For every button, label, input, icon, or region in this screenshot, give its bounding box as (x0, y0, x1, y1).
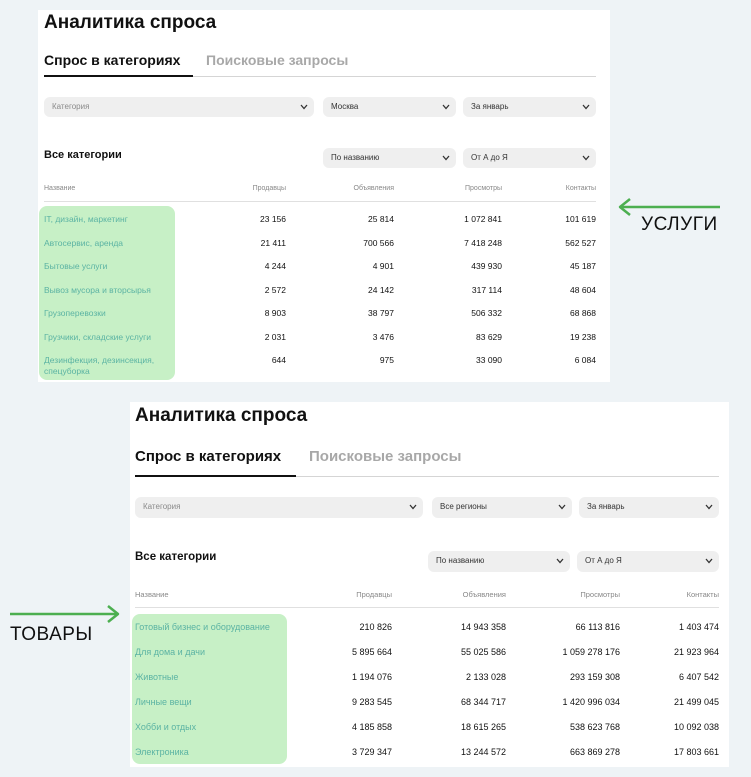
sellers-value: 9 283 545 (351, 697, 392, 707)
region-select[interactable] (323, 97, 456, 117)
category-link[interactable]: Хобби и отдых (135, 722, 197, 732)
chevron-down-icon (409, 504, 417, 510)
chevron-down-icon (442, 104, 450, 110)
category-select-label: Категория (52, 102, 90, 111)
ads-value: 4 901 (372, 261, 394, 271)
views-value: 33 090 (476, 355, 502, 365)
category-link[interactable]: Готовый бизнес и оборудование (135, 622, 270, 632)
sort-by-select[interactable] (323, 148, 456, 168)
region-select-label: Москва (331, 102, 359, 111)
column-header-contacts[interactable]: Контакты (686, 590, 719, 599)
period-select-label: За январь (587, 502, 625, 511)
sellers-value: 8 903 (264, 308, 286, 318)
ads-value: 18 615 265 (460, 722, 506, 732)
category-link[interactable]: Грузчики, складские услуги (44, 332, 151, 342)
page-title: Аналитика спроса (135, 405, 308, 426)
category-link[interactable]: Животные (135, 672, 179, 682)
goods-categories-highlight (132, 614, 287, 764)
goods-annotation: ТОВАРЫ (10, 624, 93, 645)
views-value: 506 332 (471, 308, 502, 318)
sellers-value: 210 826 (359, 622, 392, 632)
sort-by-label: По названию (436, 556, 485, 565)
sellers-value: 2 031 (264, 332, 286, 342)
ads-value: 25 814 (368, 214, 394, 224)
category-link[interactable]: Вывоз мусора и вторсырья (44, 285, 151, 295)
ads-value: 700 566 (363, 238, 394, 248)
category-link-line1: Дезинфекция, дезинсекция, (44, 355, 155, 365)
column-header-ads[interactable]: Объявления (353, 185, 394, 192)
category-link[interactable]: Автосервис, аренда (44, 238, 124, 248)
chevron-down-icon (705, 504, 713, 510)
contacts-value: 17 803 661 (673, 747, 719, 757)
sort-order-select[interactable] (463, 148, 596, 168)
column-header-ads[interactable]: Объявления (462, 590, 506, 599)
chevron-down-icon (558, 504, 566, 510)
ads-value: 2 133 028 (465, 672, 506, 682)
contacts-value: 1 403 474 (678, 622, 719, 632)
views-value: 1 059 278 176 (562, 647, 620, 657)
chevron-down-icon (582, 104, 590, 110)
sort-by-label: По названию (331, 153, 380, 162)
section-title: Все категории (135, 551, 217, 563)
contacts-value: 6 084 (574, 355, 596, 365)
header-divider (44, 201, 596, 202)
views-value: 293 159 308 (569, 672, 620, 682)
contacts-value: 6 407 542 (678, 672, 719, 682)
column-header-views[interactable]: Просмотры (580, 590, 620, 599)
category-link[interactable] (44, 355, 154, 377)
sort-order-label: От А до Я (471, 153, 508, 162)
views-value: 83 629 (476, 332, 502, 342)
contacts-value: 48 604 (570, 285, 596, 295)
tab-search-queries[interactable]: Поисковые запросы (206, 52, 349, 68)
category-link[interactable]: Бытовые услуги (44, 261, 108, 271)
category-link[interactable]: Грузоперевозки (44, 308, 106, 318)
sellers-value: 644 (271, 355, 286, 365)
active-tab-underline (44, 75, 193, 77)
chevron-down-icon (582, 155, 590, 161)
tab-demand-categories[interactable]: Спрос в категориях (135, 448, 282, 465)
sellers-value: 2 572 (264, 285, 286, 295)
period-select[interactable] (463, 97, 596, 117)
sellers-value: 5 895 664 (351, 647, 392, 657)
goods-analytics-panel (130, 402, 729, 767)
column-header-name[interactable]: Название (135, 590, 169, 599)
ads-value: 3 476 (372, 332, 394, 342)
ads-value: 68 344 717 (460, 697, 506, 707)
category-select[interactable] (44, 97, 314, 117)
views-value: 439 930 (471, 261, 502, 271)
region-select-label: Все регионы (440, 502, 487, 511)
active-tab-underline (135, 475, 296, 477)
sellers-value: 4 185 858 (351, 722, 392, 732)
header-divider (135, 607, 719, 608)
views-value: 317 114 (471, 285, 502, 295)
chevron-down-icon (705, 558, 713, 564)
column-header-sellers[interactable]: Продавцы (356, 590, 392, 599)
chevron-down-icon (300, 104, 308, 110)
contacts-value: 101 619 (565, 214, 596, 224)
views-value: 1 072 841 (464, 214, 502, 224)
category-select[interactable] (135, 497, 423, 518)
column-header-contacts[interactable]: Контакты (565, 185, 596, 192)
period-select-label: За январь (471, 102, 509, 111)
tab-demand-categories[interactable]: Спрос в категориях (44, 52, 181, 68)
category-link-line2: спецуборка (44, 366, 90, 376)
views-value: 663 869 278 (569, 747, 620, 757)
column-header-sellers[interactable]: Продавцы (252, 185, 286, 192)
sort-order-select[interactable] (577, 551, 719, 572)
contacts-value: 21 923 964 (673, 647, 719, 657)
services-annotation: УСЛУГИ (641, 214, 718, 235)
contacts-value: 562 527 (565, 238, 596, 248)
views-value: 66 113 816 (575, 622, 620, 632)
services-analytics-panel (38, 10, 610, 382)
sort-by-select[interactable] (428, 551, 570, 572)
sellers-value: 4 244 (264, 261, 286, 271)
category-link[interactable]: Для дома и дачи (135, 647, 205, 657)
ads-value: 13 244 572 (460, 747, 506, 757)
sellers-value: 1 194 076 (351, 672, 392, 682)
ads-value: 975 (379, 355, 394, 365)
period-select[interactable] (579, 497, 719, 518)
contacts-value: 21 499 045 (673, 697, 719, 707)
category-link[interactable]: IT, дизайн, маркетинг (44, 214, 128, 224)
region-select[interactable] (432, 497, 572, 518)
section-title: Все категории (44, 149, 122, 161)
sellers-value: 21 411 (260, 238, 286, 248)
views-value: 538 623 768 (569, 722, 620, 732)
page-title: Аналитика спроса (44, 12, 217, 33)
column-header-name[interactable]: Название (44, 185, 76, 192)
views-value: 7 418 248 (464, 238, 502, 248)
views-value: 1 420 996 034 (562, 697, 620, 707)
chevron-down-icon (442, 155, 450, 161)
chevron-down-icon (556, 558, 564, 564)
category-link[interactable]: Личные вещи (135, 697, 192, 707)
category-link[interactable]: Электроника (135, 747, 189, 757)
sort-order-label: От А до Я (585, 556, 622, 565)
ads-value: 38 797 (368, 308, 394, 318)
right-arrow-icon (8, 603, 122, 625)
tab-search-queries[interactable]: Поисковые запросы (309, 448, 462, 465)
contacts-value: 68 868 (570, 308, 596, 318)
ads-value: 14 943 358 (460, 622, 506, 632)
sellers-value: 3 729 347 (351, 747, 392, 757)
column-header-views[interactable]: Просмотры (465, 185, 502, 192)
contacts-value: 19 238 (570, 332, 596, 342)
ads-value: 24 142 (368, 285, 394, 295)
contacts-value: 10 092 038 (673, 722, 719, 732)
contacts-value: 45 187 (570, 261, 596, 271)
ads-value: 55 025 586 (460, 647, 506, 657)
category-select-label: Категория (143, 502, 181, 511)
sellers-value: 23 156 (260, 214, 286, 224)
